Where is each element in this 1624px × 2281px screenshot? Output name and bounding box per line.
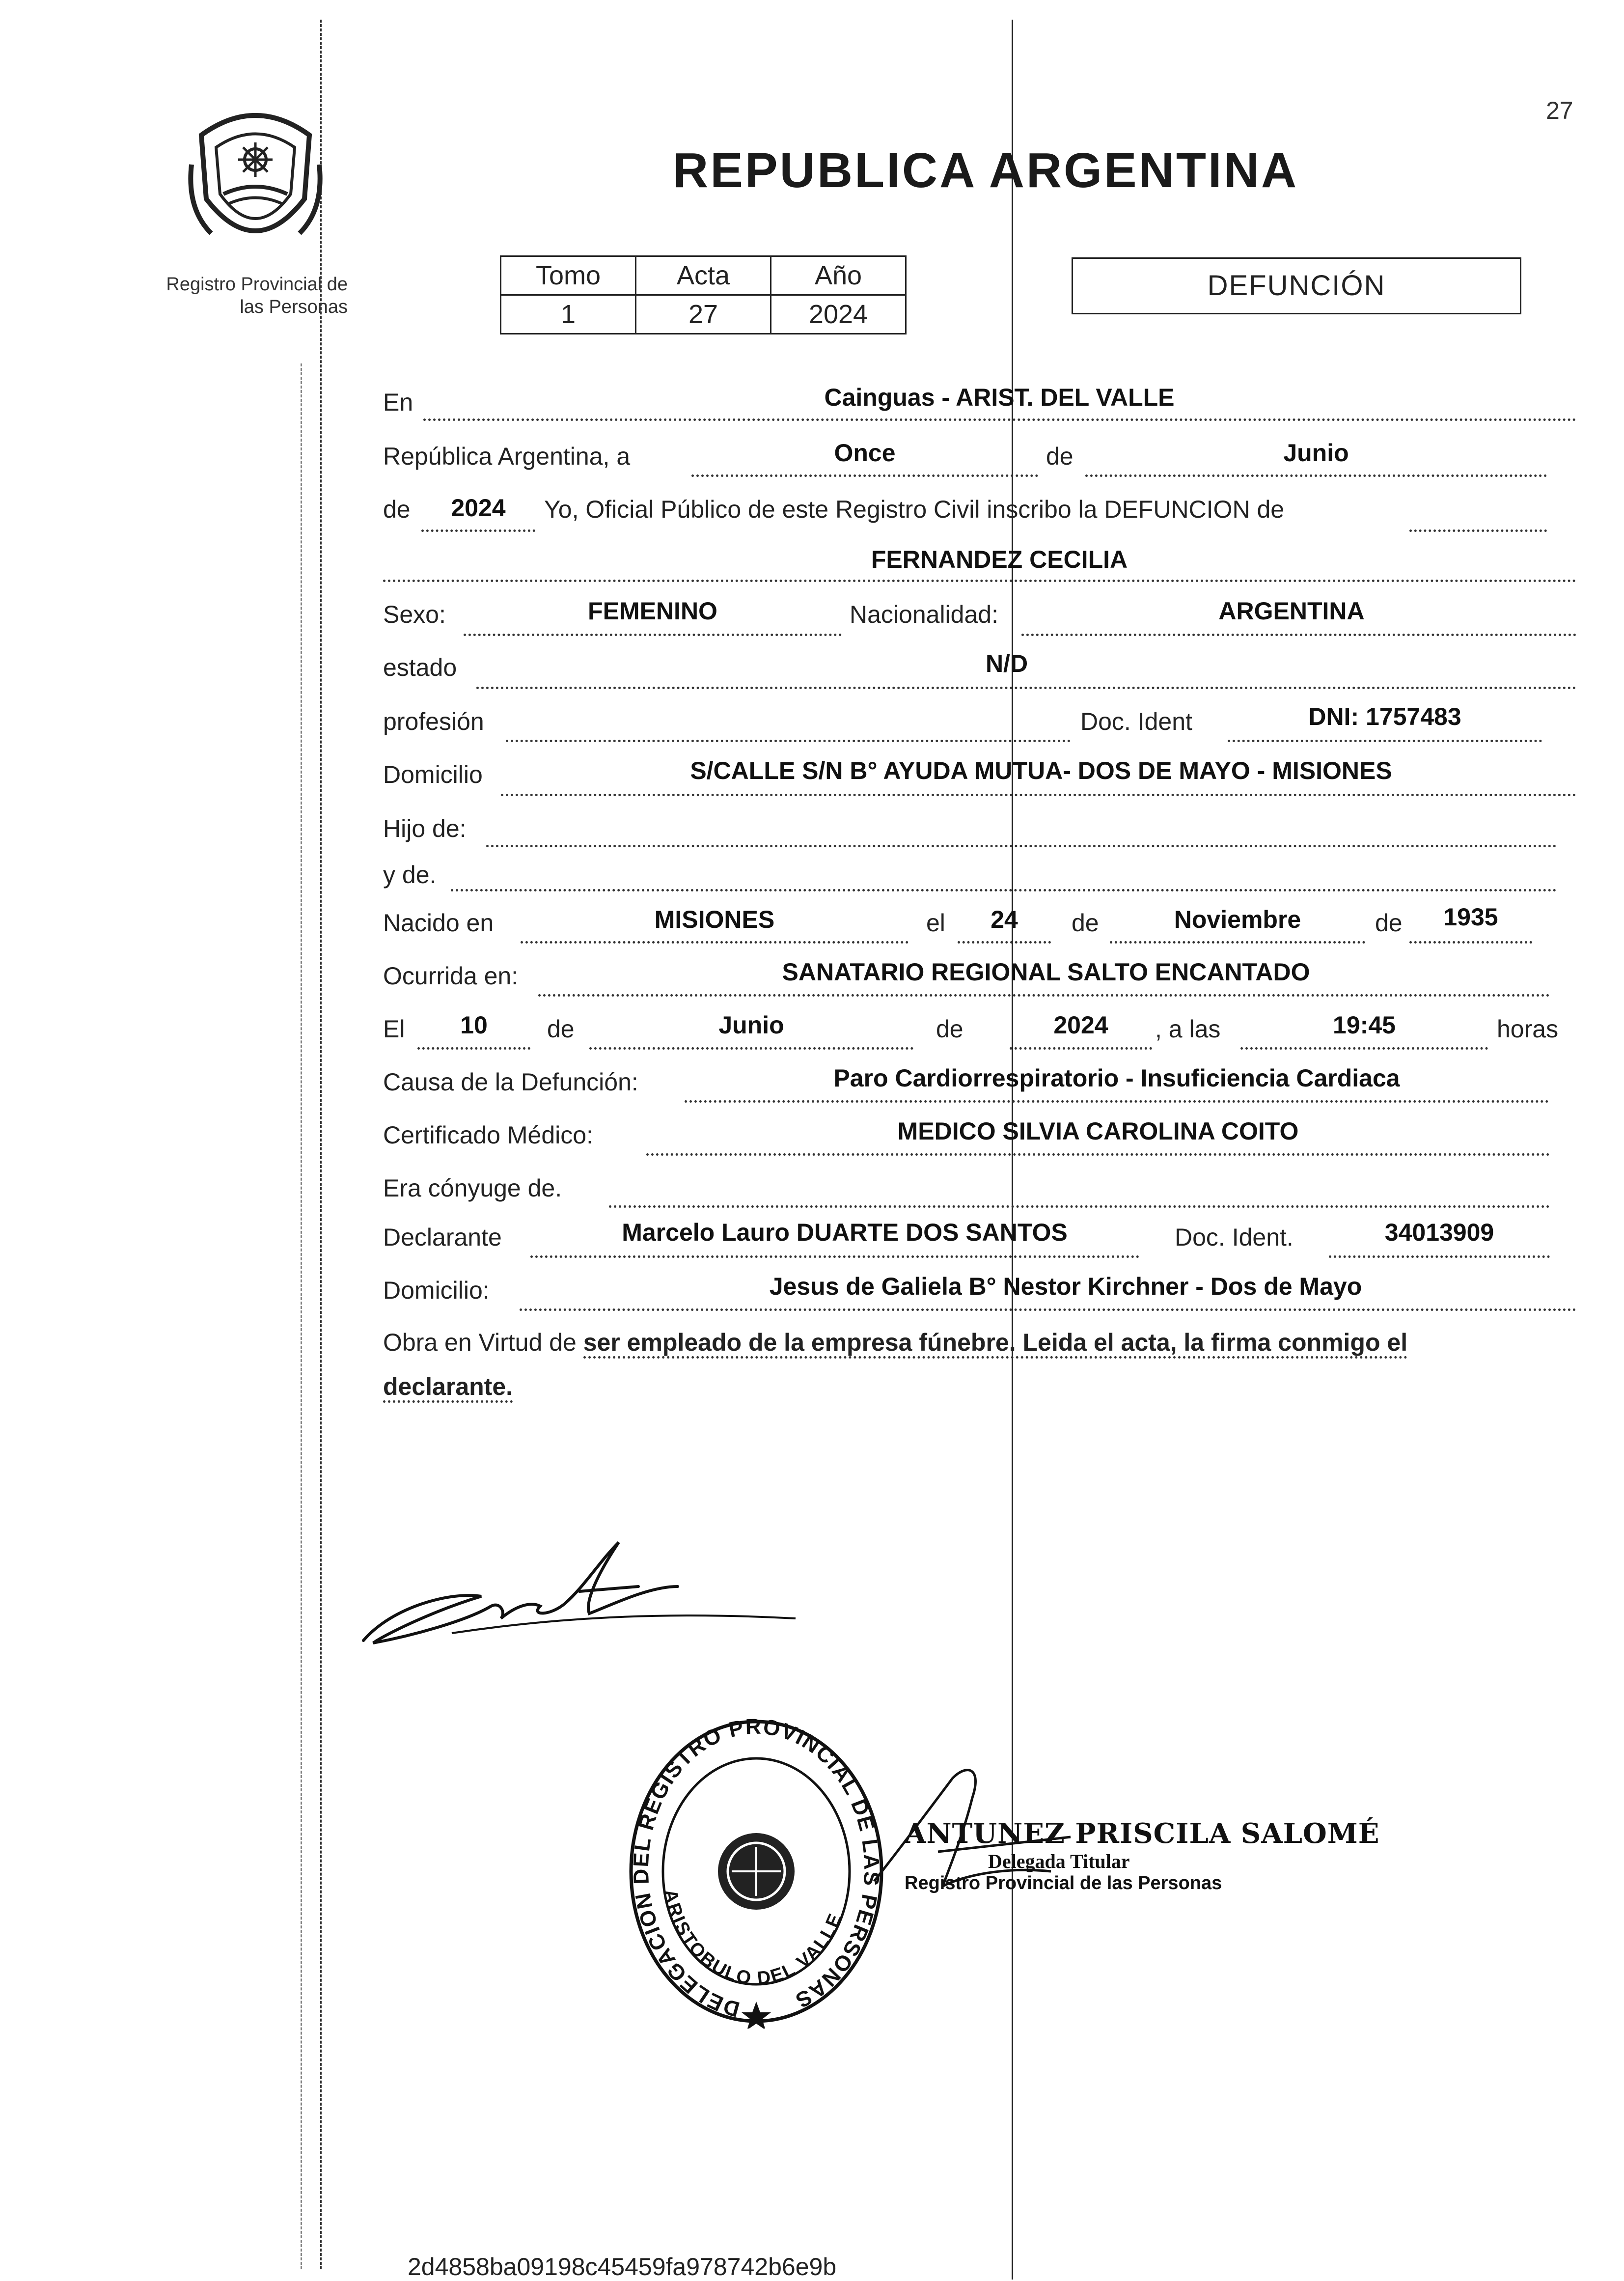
month-value: Junio (1283, 439, 1349, 467)
official-office: Registro Provincial de las Personas (905, 1873, 1222, 1893)
deceased-name-value: FERNANDEZ CECILIA (871, 546, 1128, 573)
place-value: Cainguas - ARIST. DEL VALLE (824, 384, 1175, 411)
label-estado: estado (383, 654, 457, 681)
anio-label: Año (771, 256, 906, 295)
label-doc-ident: Doc. Ident. (1175, 1224, 1294, 1251)
label-profesion: profesión (383, 708, 484, 735)
label-obra: Obra en Virtud de (383, 1329, 577, 1356)
dotted-line (609, 1205, 1550, 1208)
birth-day-value: 24 (991, 906, 1018, 933)
cause-of-death-value: Paro Cardiorrespiratorio - Insuficiencia Cardiaca (833, 1064, 1400, 1092)
label-de: de (936, 1015, 963, 1043)
seal-outer-text: DELEGACION DEL REGISTRO PROVINCIAL DE LAS PERSONAS (629, 1714, 884, 2022)
dotted-line (1085, 474, 1547, 477)
official-signature-block (905, 1817, 1379, 1894)
label-de: de (1072, 909, 1099, 937)
dotted-line (1329, 1255, 1550, 1258)
book-reference-table (500, 255, 907, 334)
dotted-line (417, 1047, 530, 1050)
acta-value: 27 (636, 295, 771, 334)
label-de: de (1375, 909, 1403, 937)
death-place-value: SANATARIO REGIONAL SALTO ENCANTADO (782, 958, 1310, 986)
dotted-line (501, 794, 1576, 796)
sex-value: FEMENINO (588, 597, 717, 625)
label-conyuge: Era cónyuge de. (383, 1174, 562, 1202)
label-domicilio: Domicilio (383, 761, 483, 788)
death-month-value: Junio (718, 1011, 784, 1039)
label-declarante: Declarante (383, 1224, 502, 1251)
label-de: de (1046, 443, 1073, 470)
document-title: REPUBLICA ARGENTINA (673, 143, 1299, 198)
registro-line-2: las Personas (240, 297, 348, 317)
tomo-label: Tomo (501, 256, 636, 295)
dotted-line (451, 889, 1557, 891)
label-republica: República Argentina, a (383, 443, 631, 470)
label-y-de: y de. (383, 861, 437, 889)
dotted-line (521, 941, 908, 944)
dotted-line (1228, 740, 1542, 742)
label-horas: horas (1497, 1015, 1559, 1043)
registry-seal-stamp (624, 1714, 889, 2029)
dotted-line (1240, 1047, 1488, 1050)
dotted-line (1409, 529, 1547, 532)
official-name: ANTUNEZ PRISCILA SALOMÉ (905, 1817, 1380, 1850)
dotted-line (1010, 1047, 1152, 1050)
dotted-line (589, 1047, 913, 1050)
document-hash: 2d4858ba09198c45459fa978742b6e9b (408, 2253, 837, 2281)
misiones-emblem-logo (182, 101, 329, 263)
label-certificado: Certificado Médico: (383, 1121, 593, 1149)
declarant-address-value: Jesus de Galiela B° Nestor Kirchner - Dos de Mayo (769, 1273, 1362, 1300)
official-role: Delegada Titular (988, 1850, 1130, 1872)
label-domicilio: Domicilio: (383, 1277, 490, 1304)
death-year-value: 2024 (1053, 1011, 1108, 1039)
dotted-line (421, 529, 535, 532)
dotted-line (506, 740, 1071, 742)
record-type-box: DEFUNCIÓN (1072, 257, 1521, 314)
dotted-line (423, 418, 1576, 421)
dotted-line (530, 1255, 1139, 1258)
label-yo-inscribo: Yo, Oficial Público de este Registro Civil inscribo la DEFUNCION de (544, 496, 1285, 523)
medical-certificate-value: MEDICO SILVIA CAROLINA COITO (897, 1117, 1299, 1145)
margin-dashed-rule (320, 20, 323, 2269)
year-value: 2024 (451, 494, 506, 522)
dotted-line (1021, 634, 1576, 636)
label-el: el (926, 909, 945, 937)
margin-dashed-rule-outer (301, 363, 303, 2269)
label-hijo-de: Hijo de: (383, 815, 467, 842)
anio-value: 2024 (771, 295, 906, 334)
registro-line-1: Registro Provincial de (166, 274, 348, 295)
label-causa: Causa de la Defunción: (383, 1068, 638, 1096)
day-words-value: Once (834, 439, 896, 467)
acta-label: Acta (636, 256, 771, 295)
dotted-line (1110, 941, 1365, 944)
dotted-line (691, 474, 1038, 477)
registro-caption (156, 273, 348, 318)
tomo-value: 1 (501, 295, 636, 334)
dotted-line (685, 1100, 1549, 1103)
death-day-value: 10 (460, 1011, 488, 1039)
dotted-line (486, 845, 1557, 847)
birth-year-value: 1935 (1443, 903, 1498, 931)
nationality-value: ARGENTINA (1218, 597, 1365, 625)
page-number: 27 (1546, 97, 1573, 124)
obra-text-line-2: declarante. (383, 1373, 513, 1403)
dotted-line (476, 687, 1576, 689)
dotted-line (520, 1308, 1576, 1311)
label-el: El (383, 1015, 405, 1043)
seal-inner-text: ARISTOBULO DEL VALLE (660, 1888, 847, 1989)
label-sexo: Sexo: (383, 601, 446, 628)
deceased-dni-value: DNI: 1757483 (1308, 703, 1461, 730)
declarant-doc-value: 34013909 (1384, 1219, 1494, 1246)
birth-month-value: Noviembre (1174, 906, 1301, 933)
dotted-line (538, 994, 1550, 997)
dotted-line (958, 941, 1051, 944)
label-en: En (383, 389, 413, 416)
dotted-line (646, 1153, 1550, 1156)
death-time-value: 19:45 (1333, 1011, 1396, 1039)
label-de: de (383, 496, 411, 523)
label-a-las: , a las (1155, 1015, 1221, 1043)
label-nacionalidad: Nacionalidad: (850, 601, 998, 628)
birthplace-value: MISIONES (654, 906, 775, 933)
label-nacido-en: Nacido en (383, 909, 494, 937)
label-doc-ident: Doc. Ident (1080, 708, 1192, 735)
dotted-line (383, 580, 1576, 582)
label-de: de (547, 1015, 575, 1043)
obra-en-virtud-paragraph (383, 1320, 1576, 1409)
obra-text-line-1: ser empleado de la empresa fúnebre. Leida el acta, la firma conmigo el (583, 1329, 1407, 1359)
dotted-line (1409, 941, 1532, 944)
declarant-signature (354, 1532, 805, 1660)
civil-status-value: N/D (985, 650, 1028, 677)
scan-fold-line (1012, 20, 1013, 2280)
declarant-name-value: Marcelo Lauro DUARTE DOS SANTOS (622, 1219, 1068, 1246)
dotted-line (464, 634, 842, 636)
deceased-address-value: S/CALLE S/N B° AYUDA MUTUA- DOS DE MAYO - MISIONES (690, 757, 1392, 784)
label-ocurrida-en: Ocurrida en: (383, 962, 519, 990)
